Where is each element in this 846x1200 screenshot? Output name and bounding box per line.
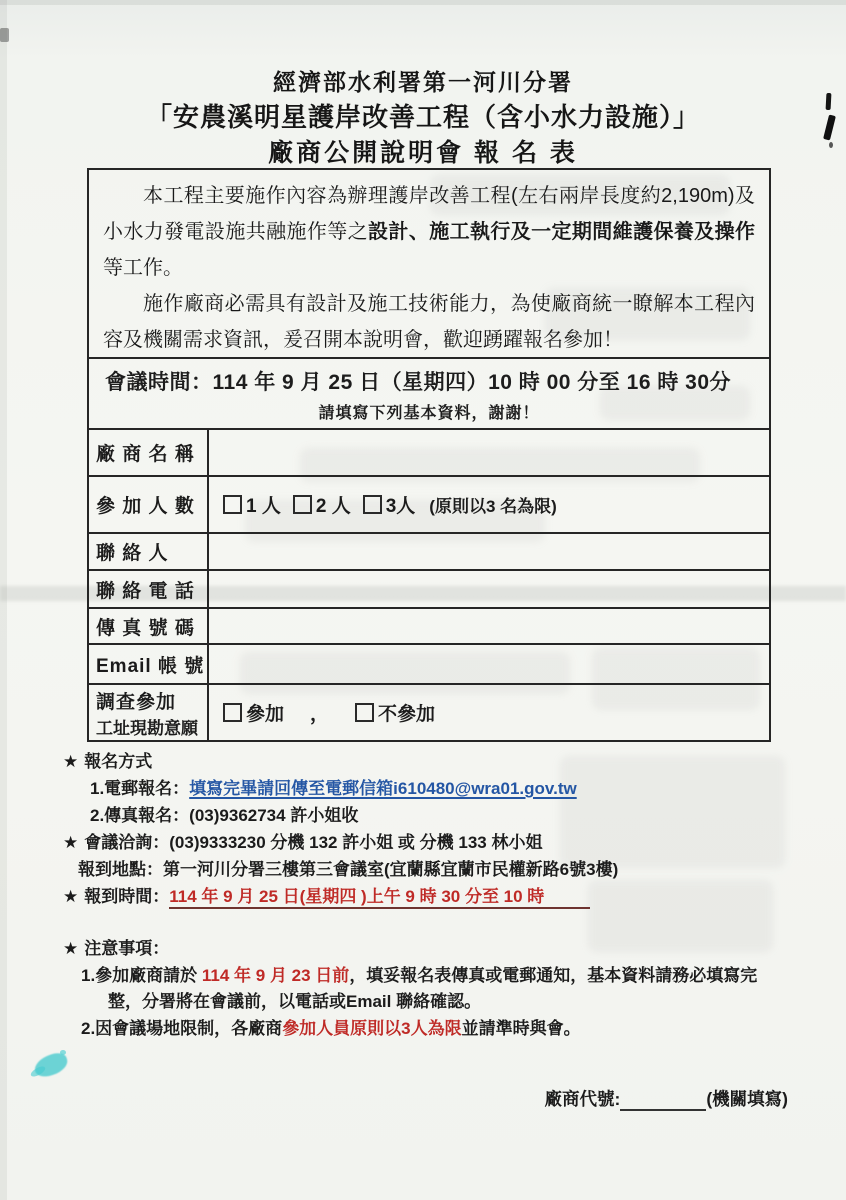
note1-text-continued: ，填妥報名表傳真或電郵通知，基本資料請務必填寫完整，分署將在會議前，以電話或Email 聯絡確認。	[108, 966, 758, 1011]
table-row-contact-phone	[89, 569, 769, 607]
contact-person-label: 聯 絡 人	[89, 534, 209, 569]
attendee-option-2-label: 2 人	[315, 496, 351, 517]
document-header	[0, 66, 846, 170]
fax-number-label: 傳 真 號 碼	[89, 609, 209, 643]
meeting-time-line: 會議時間：114 年 9 月 25 日（星期四）10 時 00 分至 16 時 30分	[105, 371, 732, 394]
description-text: 等工作。	[103, 257, 183, 279]
star-bullet-icon: ★	[63, 833, 79, 852]
note2-limit-highlight: 參加人員原則以3人為限	[282, 1019, 462, 1038]
star-bullet-icon: ★	[63, 752, 79, 771]
star-bullet-icon: ★	[63, 939, 79, 958]
fax-number-field[interactable]	[209, 609, 769, 643]
registration-info-section	[63, 748, 785, 1042]
survey-not-attend-label: 不參加	[378, 704, 436, 725]
star-bullet-icon: ★	[63, 887, 79, 906]
survey-option-not-attend[interactable]	[355, 699, 435, 726]
table-row-attendee-count	[89, 475, 769, 532]
agency-title: 經濟部水利署第一河川分署	[273, 69, 573, 95]
checkin-time-line	[63, 883, 785, 910]
note-item-1	[63, 963, 785, 1015]
attendee-option-2[interactable]	[293, 491, 351, 518]
attendee-limit-note: (原則以3 名為限)	[429, 497, 557, 516]
contact-person-field[interactable]	[209, 534, 769, 569]
project-title: 「安農溪明星護岸改善工程（含小水力設施）」	[145, 102, 700, 132]
checkin-time-value: 114 年 9 月 25 日(星期四 )上午 9 時 30 分至 10 時	[169, 887, 590, 909]
email-signup-item	[63, 775, 785, 802]
site-survey-label-line1: 調查參加	[96, 691, 177, 713]
attendee-option-3[interactable]	[363, 491, 416, 518]
table-row-fax-number	[89, 607, 769, 643]
survey-option-attend[interactable]	[223, 699, 284, 726]
fill-in-note: 請填寫下列基本資料，謝謝！	[318, 405, 540, 422]
checkbox-1-person[interactable]	[223, 495, 242, 514]
signup-method-title: 報名方式	[84, 752, 153, 771]
survey-attend-label: 參加	[246, 704, 285, 725]
fax-signup-item: 2.傳真報名：(03)9362734 許小姐收	[90, 806, 359, 825]
notes-header	[63, 935, 785, 962]
table-row-contact-person	[89, 532, 769, 569]
attendee-option-1-label: 1 人	[246, 496, 281, 517]
project-description	[89, 170, 769, 357]
checkbox-not-attend[interactable]	[355, 703, 374, 722]
table-row-email	[89, 643, 769, 683]
email-signup-label: 1.電郵報名：	[90, 779, 190, 798]
vendor-code-blank-field[interactable]	[620, 1092, 706, 1111]
attendee-option-1[interactable]	[223, 491, 281, 518]
site-survey-label-line2: 工址現勘意願	[96, 718, 198, 738]
scan-edge-shadow	[0, 0, 7, 1200]
teal-ink-smudge	[60, 1050, 66, 1055]
checkin-location-line: 報到地點：第一河川分署三樓第三會議室(宜蘭縣宜蘭市民權新路6號3樓)	[78, 860, 619, 879]
vendor-code-note: (機關填寫)	[706, 1089, 788, 1109]
company-name-label: 廠 商 名 稱	[89, 430, 209, 475]
notes-title: 注意事項：	[84, 939, 170, 958]
form-title: 廠商公開說明會 報 名 表	[268, 139, 578, 167]
note2-text: 2.因會議場地限制，各廠商	[81, 1019, 283, 1038]
description-bold-scope: 設計、施工執行及一定期間維護保養及操作	[368, 221, 756, 243]
checkbox-attend[interactable]	[223, 703, 242, 722]
vendor-code-label: 廠商代號:	[544, 1089, 621, 1109]
note2-text-continued: 並請準時與會。	[461, 1019, 581, 1038]
table-row-site-survey	[89, 683, 769, 740]
scan-corner-mark	[0, 28, 9, 42]
scan-edge-shadow-top	[0, 0, 846, 5]
description-paragraph-1	[103, 178, 755, 286]
meeting-time-section	[89, 357, 769, 428]
checkbox-3-persons[interactable]	[363, 495, 382, 514]
site-survey-label	[89, 685, 209, 740]
email-signup-link[interactable]: 填寫完畢請回傳至電郵信箱i610480@wra01.gov.tw	[189, 779, 577, 798]
inquiry-text: 會議洽詢：(03)9333230 分機 132 許小姐 或 分機 133 林小姐	[84, 833, 543, 852]
checkin-time-label: 報到時間：	[84, 887, 170, 906]
inquiry-line	[63, 829, 785, 856]
email-label: Email 帳 號	[89, 645, 209, 683]
signup-method-header	[63, 748, 785, 775]
description-paragraph-2: 施作廠商必需具有設計及施工技術能力，為使廠商統一瞭解本工程內容及機關需求資訊，爰召開本說明會，歡迎踴躍報名參加！	[103, 293, 755, 351]
attendee-option-3-label: 3人	[385, 496, 416, 517]
vendor-code-line	[545, 1086, 788, 1111]
attendee-count-field	[209, 477, 769, 532]
checkbox-2-persons[interactable]	[293, 495, 312, 514]
spacer	[63, 910, 785, 935]
email-field[interactable]	[209, 645, 769, 683]
survey-separator: ，	[310, 704, 330, 725]
description-text: 本工程主要施作內容為辦理護岸改善工程(左右兩岸長度約2,190m)及小水力發電設施共融施作等之	[103, 185, 755, 243]
company-name-field[interactable]	[209, 430, 769, 475]
note-item-2	[63, 1016, 785, 1042]
registration-form-box	[87, 168, 771, 742]
contact-phone-field[interactable]	[209, 571, 769, 607]
note1-text: 1.參加廠商請於	[81, 966, 202, 985]
contact-phone-label: 聯 絡 電 話	[89, 571, 209, 607]
site-survey-field	[209, 685, 769, 740]
attendee-count-label: 參 加 人 數	[89, 477, 209, 532]
note1-deadline-highlight: 114 年 9 月 23 日前	[201, 966, 350, 985]
table-row-company-name	[89, 428, 769, 475]
